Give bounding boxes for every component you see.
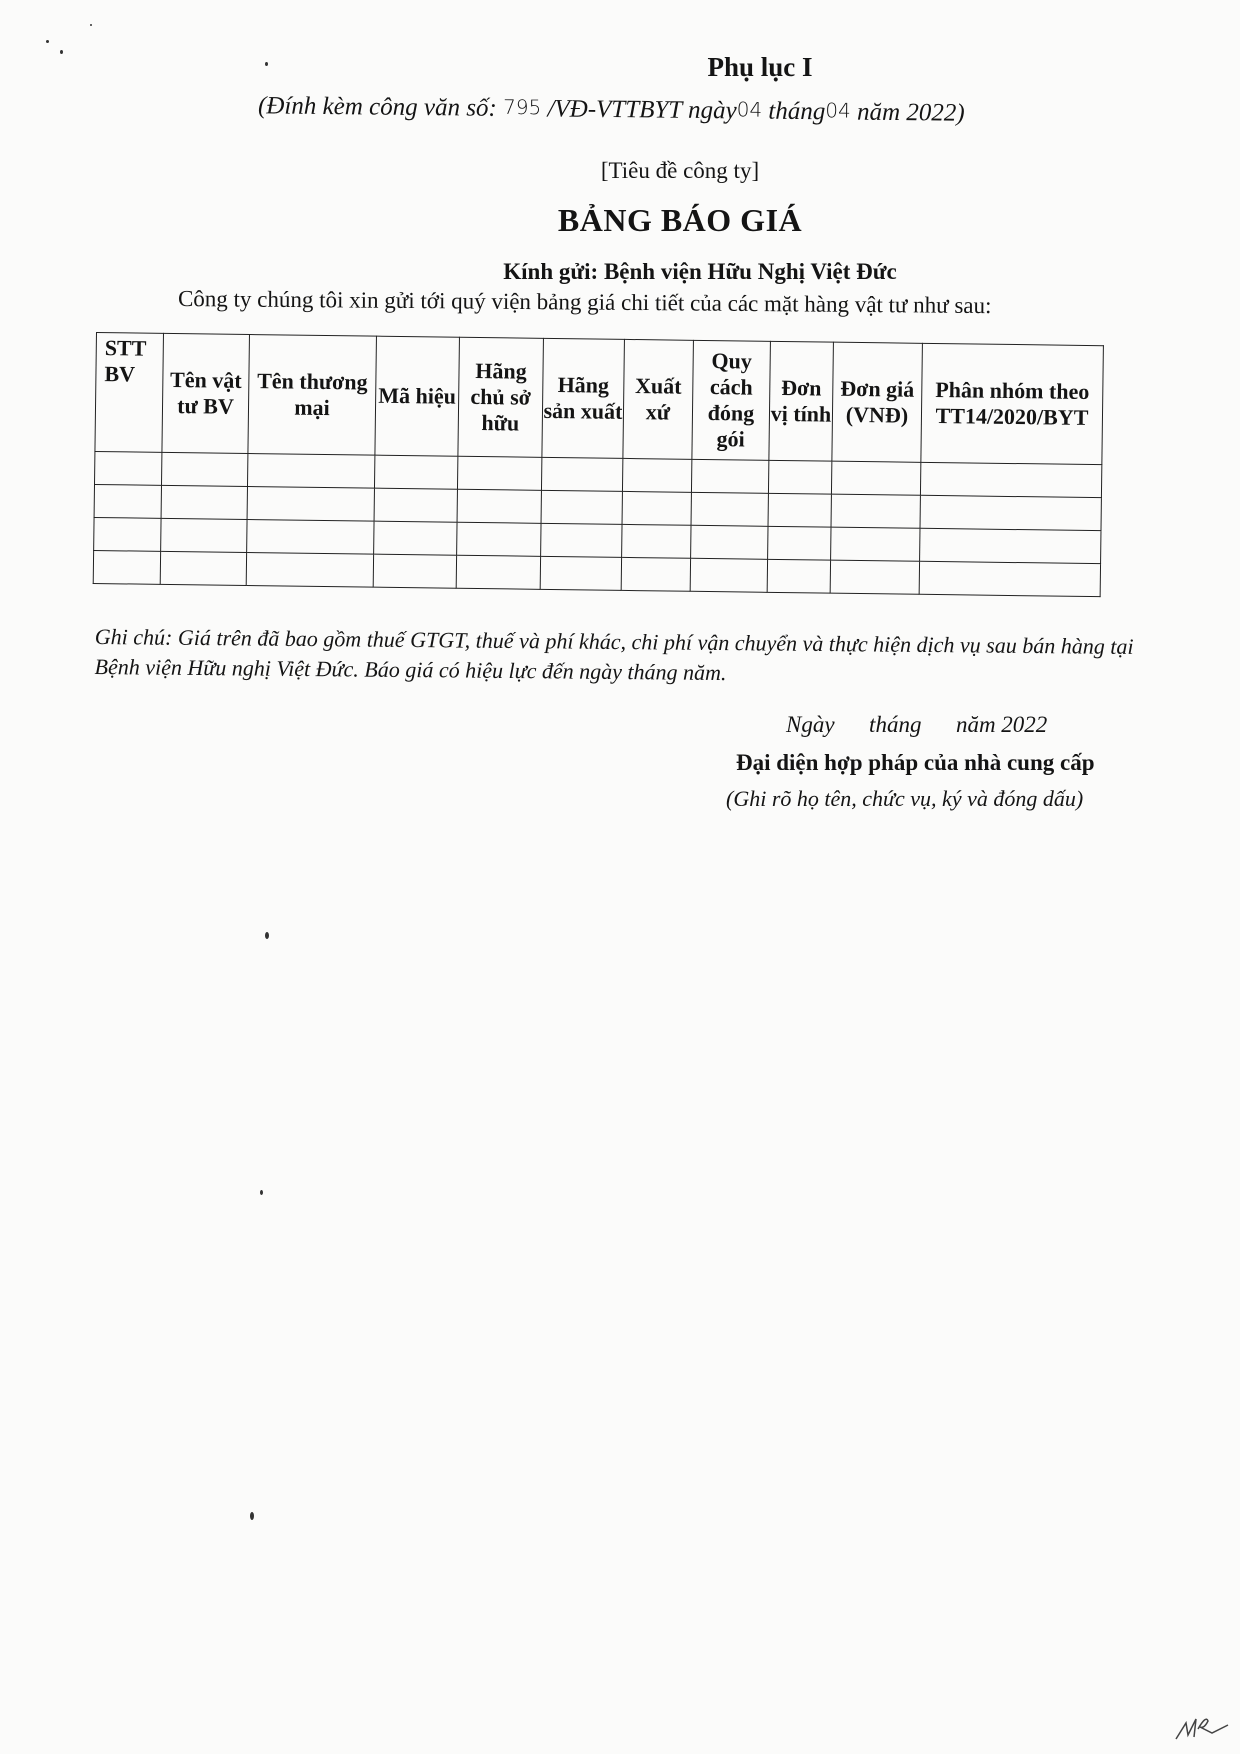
column-header-unit-price: Đơn giá (VNĐ) <box>832 342 923 462</box>
handwritten-day: 04 <box>736 97 763 122</box>
table-cell <box>373 554 456 588</box>
column-header-classification: Phân nhóm theo TT14/2020/BYT <box>921 343 1104 464</box>
table-cell <box>161 452 247 486</box>
table-cell <box>691 525 768 559</box>
table-cell <box>161 485 247 519</box>
column-header-trade-name: Tên thương mại <box>248 335 377 456</box>
price-note: Ghi chú: Giá trên đã bao gồm thuế GTGT, thuế và phí khác, chi phí vận chuyển và thực hiện dịch vụ sau bán hàng tại Bệnh viện Hữu nghị Việt Đức. Báo giá có hiệu lực đến ngày tháng năm. <box>94 623 1134 686</box>
table-cell <box>247 486 374 521</box>
attachment-month-label: tháng <box>761 97 826 126</box>
table-cell <box>541 523 622 557</box>
table-cell <box>767 559 830 593</box>
representative-instruction: (Ghi rõ họ tên, chức vụ, ký và đóng dấu) <box>726 786 1084 811</box>
scan-speck <box>250 1512 254 1520</box>
table-cell <box>691 492 768 526</box>
representative-title: Đại diện hợp pháp của nhà cung cấp <box>736 750 1095 775</box>
table-cell <box>690 558 767 592</box>
document-title: BẢNG BÁO GIÁ <box>557 202 803 238</box>
scan-speck <box>265 932 269 939</box>
table-cell <box>247 453 374 488</box>
scan-speck <box>90 24 92 26</box>
scan-speck <box>60 50 63 54</box>
attachment-prefix: (Đính kèm công văn số: <box>257 92 504 122</box>
handwritten-doc-number: 795 <box>502 94 542 120</box>
table-cell <box>831 494 920 528</box>
table-cell <box>457 522 541 556</box>
table-cell <box>541 490 622 524</box>
column-header-material-name: Tên vật tư BV <box>162 333 250 453</box>
table-cell <box>160 551 246 585</box>
attachment-doc-code: /VĐ-VTTBYT ngày <box>541 95 737 125</box>
table-cell <box>919 561 1100 596</box>
scan-speck <box>46 40 49 43</box>
table-cell <box>768 526 831 560</box>
column-header-unit: Đơn vị tính <box>769 341 834 461</box>
table-cell <box>691 459 768 493</box>
table-cell <box>920 462 1101 497</box>
table-cell <box>920 528 1101 563</box>
table-cell <box>374 521 457 555</box>
table-cell <box>621 557 690 591</box>
price-quote-table <box>93 332 1104 597</box>
attachment-year: năm 2022) <box>850 98 965 127</box>
table-cell <box>768 493 831 527</box>
table-cell <box>622 524 691 558</box>
table-cell <box>622 491 691 525</box>
table-cell <box>541 457 622 491</box>
table-cell <box>768 460 831 494</box>
table-header-row <box>95 333 1103 465</box>
table-cell <box>94 517 161 551</box>
table-cell <box>95 451 162 485</box>
table-cell <box>93 550 160 584</box>
scan-speck <box>260 1190 263 1195</box>
handwritten-month: 04 <box>825 98 851 123</box>
table-cell <box>457 456 541 490</box>
company-header-placeholder: [Tiêu đề công ty] <box>600 158 760 183</box>
table-cell <box>920 495 1101 530</box>
attachment-reference <box>258 92 965 127</box>
table-cell <box>622 458 691 492</box>
column-header-stt: STT BV <box>95 333 164 453</box>
column-header-owner: Hãng chủ sở hữu <box>458 337 544 457</box>
column-header-packaging: Quy cách đóng gói <box>692 340 771 460</box>
column-header-origin: Xuất xứ <box>623 339 694 459</box>
scan-speck <box>265 62 268 66</box>
appendix-title: Phụ lục I <box>707 52 813 82</box>
table-cell <box>457 489 541 523</box>
table-cell <box>374 455 457 489</box>
signature-date-line: Ngày tháng năm 2022 <box>786 712 1048 737</box>
table-cell <box>161 518 247 552</box>
table-cell <box>831 527 920 561</box>
column-header-code: Mã hiệu <box>375 336 460 456</box>
table-cell <box>94 484 161 518</box>
table-cell <box>246 552 373 587</box>
handwritten-initials-icon <box>1172 1705 1232 1745</box>
recipient-line: Kính gửi: Bệnh viện Hữu Nghị Việt Đức <box>503 259 897 284</box>
table-cell <box>247 519 374 554</box>
table-cell <box>456 555 540 589</box>
table-cell <box>374 488 457 522</box>
table-cell <box>830 560 919 594</box>
intro-paragraph: Công ty chúng tôi xin gửi tới quý viện bảng giá chi tiết của các mặt hàng vật tư như sau: <box>177 286 992 319</box>
column-header-manufacturer: Hãng sản xuất <box>542 338 625 458</box>
table-cell <box>831 461 920 495</box>
table-cell <box>540 556 621 590</box>
